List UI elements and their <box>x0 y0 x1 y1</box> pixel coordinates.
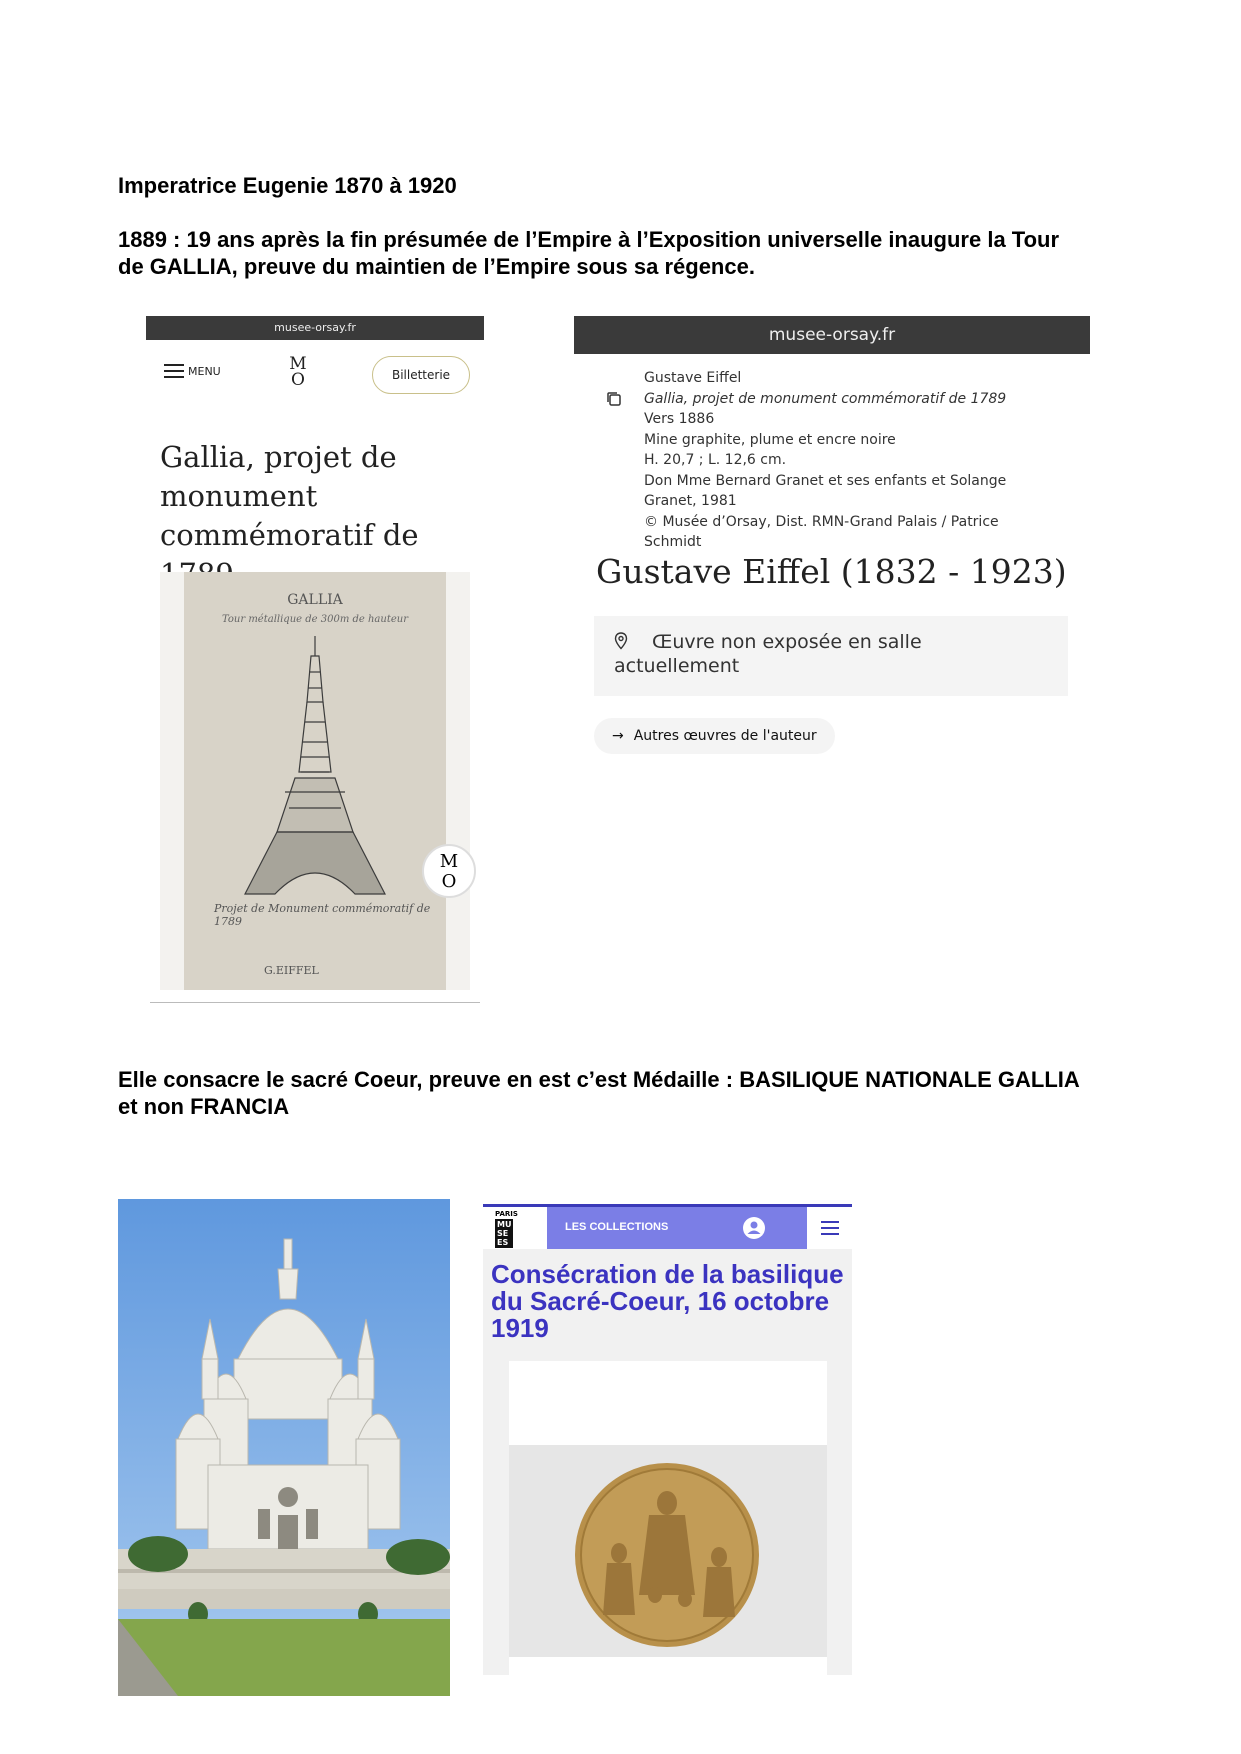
artwork-image[interactable] <box>160 572 470 990</box>
paris-musees-header <box>483 1207 852 1249</box>
collections-bar[interactable] <box>547 1207 807 1249</box>
sacre-coeur-line-1: Elle consacre le sacré Coeur, preuve en est c’est Médaille : BASILIQUE NATIONALE GALLIA <box>118 1067 1080 1092</box>
other-works-button[interactable] <box>594 718 835 754</box>
arrow-right-icon: → <box>612 728 624 744</box>
meta-copyright-line-2: Schmidt <box>644 534 702 550</box>
collection-title-line-3: 1919 <box>491 1313 549 1343</box>
artwork-title-line-3: commémoratif de <box>160 518 419 552</box>
browser-url-bar: musee-orsay.fr <box>574 316 1090 354</box>
meta-artist: Gustave Eiffel <box>644 370 742 386</box>
round-logo-letter-o: O <box>441 871 457 892</box>
artist-heading[interactable]: Gustave Eiffel (1832 - 1923) <box>596 552 1067 591</box>
paris-musees-screenshot <box>483 1204 852 1675</box>
artwork-metadata <box>644 368 1074 553</box>
meta-credit-line-1: Don Mme Bernard Granet et ses enfants et Solange <box>644 472 1007 489</box>
drawing-header: GALLIA <box>287 592 343 608</box>
logo-mu: MU <box>497 1220 512 1229</box>
sacre-coeur-illustration <box>118 1199 450 1696</box>
meta-title: Gallia, projet de monument commémoratif de 1789 <box>644 390 1007 407</box>
drawing-caption: Projet de Monument commémoratif de 1789 <box>214 902 431 928</box>
other-works-label: Autres œuvres de l'auteur <box>633 728 817 744</box>
logo-letter-o: O <box>291 370 305 390</box>
artwork-title-line-1: Gallia, projet de <box>160 440 397 474</box>
bottom-divider <box>150 1002 480 1003</box>
menu-button[interactable] <box>164 364 221 378</box>
logo-box <box>495 1219 513 1248</box>
intro-line-1: 1889 : 19 ans après la fin présumée de l’Empire à l’Exposition universelle inaugure la Tour <box>118 227 1060 252</box>
meta-dimensions: H. 20,7 ; L. 12,6 cm. <box>644 452 787 468</box>
exhibition-status-line-1: Œuvre non exposée en salle <box>652 631 922 653</box>
logo-es: ES <box>497 1238 509 1247</box>
meta-copyright-line-1: © Musée d’Orsay, Dist. RMN-Grand Palais / Patrice <box>644 513 999 530</box>
ticket-button[interactable]: Billetterie <box>372 356 470 394</box>
logo-se: SE <box>497 1229 509 1238</box>
artwork-title-line-2: monument <box>160 479 318 513</box>
collection-title-line-1: Consécration de la basilique <box>491 1259 844 1289</box>
round-logo-letter-m: M <box>439 851 459 872</box>
exhibition-status-box <box>594 616 1068 696</box>
exhibition-status-line-2: actuellement <box>614 655 740 677</box>
sacre-coeur-line-2: et non FRANCIA <box>118 1094 290 1119</box>
page-title: Imperatrice Eugenie 1870 à 1920 <box>118 173 457 198</box>
logo-letter-m: M <box>289 354 307 374</box>
browser-url-bar: musee-orsay.fr <box>146 316 484 340</box>
paris-musees-logo[interactable] <box>495 1210 523 1247</box>
medal-image[interactable] <box>509 1445 827 1657</box>
medal-illustration <box>509 1445 827 1657</box>
drawing-subtitle: Tour métallique de 300m de hauteur <box>222 614 408 625</box>
collection-item-title <box>491 1261 846 1342</box>
orsay-mobile-screenshot <box>146 316 484 1006</box>
sacre-coeur-photo <box>118 1199 450 1696</box>
intro-paragraph <box>118 226 1138 280</box>
meta-date: Vers 1886 <box>644 411 715 427</box>
meta-credit-line-2: Granet, 1981 <box>644 493 737 509</box>
logo-paris: PARIS <box>495 1210 518 1218</box>
user-avatar-icon[interactable] <box>743 1217 765 1239</box>
menu-label: MENU <box>188 364 221 378</box>
exhibition-status-text <box>614 630 1034 678</box>
hamburger-icon[interactable] <box>821 1221 841 1235</box>
orsay-detail-screenshot <box>574 316 1090 756</box>
musee-orsay-round-logo[interactable] <box>422 844 476 898</box>
hamburger-icon <box>164 364 184 378</box>
collections-label: LES COLLECTIONS <box>565 1221 669 1233</box>
drawing-paper <box>184 572 446 990</box>
sacre-coeur-paragraph <box>118 1066 1158 1120</box>
drawing-signature: G.EIFFEL <box>264 964 319 977</box>
collection-title-line-2: du Sacré-Coeur, 16 octobre <box>491 1286 830 1316</box>
intro-line-2: de GALLIA, preuve du maintien de l’Empire sous sa régence. <box>118 254 755 279</box>
musee-orsay-logo[interactable] <box>288 356 308 388</box>
meta-medium: Mine graphite, plume et encre noire <box>644 431 896 448</box>
artwork-title <box>160 438 480 594</box>
copy-icon[interactable] <box>606 391 622 407</box>
eiffel-tower-sketch <box>215 632 415 902</box>
